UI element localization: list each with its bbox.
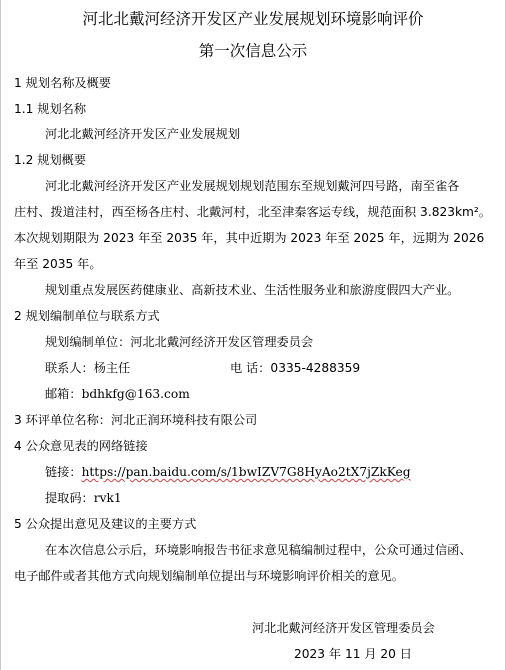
section-5-heading: 5 公众提出意见及建议的主要方式 <box>14 517 197 531</box>
feedback-line-2: 电子邮件或者其他方式向规划编制单位提出与环境影响评价相关的意见。 <box>14 569 404 583</box>
section-2-heading: 2 规划编制单位与联系方式 <box>14 309 160 323</box>
feedback-line-1: 在本次信息公示后，环境影响报告书征求意见稿编制过程中，公众可通过信函、 <box>45 543 472 557</box>
overview-line-1: 河北北戴河经济开发区产业发展规划规划范围东至规划戴河四号路，南至雀各 <box>45 179 460 193</box>
plan-name: 河北北戴河经济开发区产业发展规划 <box>45 127 240 141</box>
overview-line-3: 本次规划期限为 2023 年至 2035 年，其中近期为 2023 年至 2025 年，远期为 2026 <box>14 231 485 245</box>
section-1-2-heading: 1.2 规划概要 <box>14 153 87 167</box>
signature-organization: 河北北戴河经济开发区管理委员会 <box>252 621 435 635</box>
section-4-heading: 4 公众意见表的网络链接 <box>14 439 148 453</box>
survey-link-url[interactable]: https://pan.baidu.com/s/1bwIZV7G8HyAo2tX7jZkKeg <box>81 465 411 479</box>
overview-industries: 规划重点发展医药健康业、高新技术业、生活性服务业和旅游度假四大产业。 <box>45 283 460 297</box>
survey-link <box>45 464 411 480</box>
section-3-heading: 3 环评单位名称：河北正润环境科技有限公司 <box>14 413 258 427</box>
email-address[interactable]: bdhkfg@163.com <box>81 387 190 401</box>
contact-email <box>45 386 190 402</box>
overview-line-2: 庄村、拨道洼村，西至杨各庄村、北戴河村，北至津秦客运专线，规范面积 3.823km²。 <box>14 205 491 219</box>
page-left-edge <box>0 0 1 670</box>
document-subtitle: 第一次信息公示 <box>198 42 308 60</box>
email-label: 邮箱： <box>45 387 82 401</box>
code-value: rvk1 <box>93 491 122 505</box>
overview-line-4: 年至 2035 年。 <box>14 257 102 271</box>
section-1-1-heading: 1.1 规划名称 <box>14 102 87 116</box>
extraction-code <box>45 490 122 506</box>
signature-date: 2023 年 11 月 20 日 <box>294 647 412 661</box>
contact-person: 联系人：杨主任 <box>45 361 131 375</box>
section-1-heading: 1 规划名称及概要 <box>14 76 111 90</box>
document-title: 河北北戴河经济开发区产业发展规划环境影响评价 <box>82 10 424 28</box>
planning-unit: 规划编制单位：河北北戴河经济开发区管理委员会 <box>45 335 314 349</box>
contact-phone: 电 话：0335-4288359 <box>230 361 361 375</box>
link-label: 链接： <box>45 465 82 479</box>
code-label: 提取码： <box>45 491 94 505</box>
